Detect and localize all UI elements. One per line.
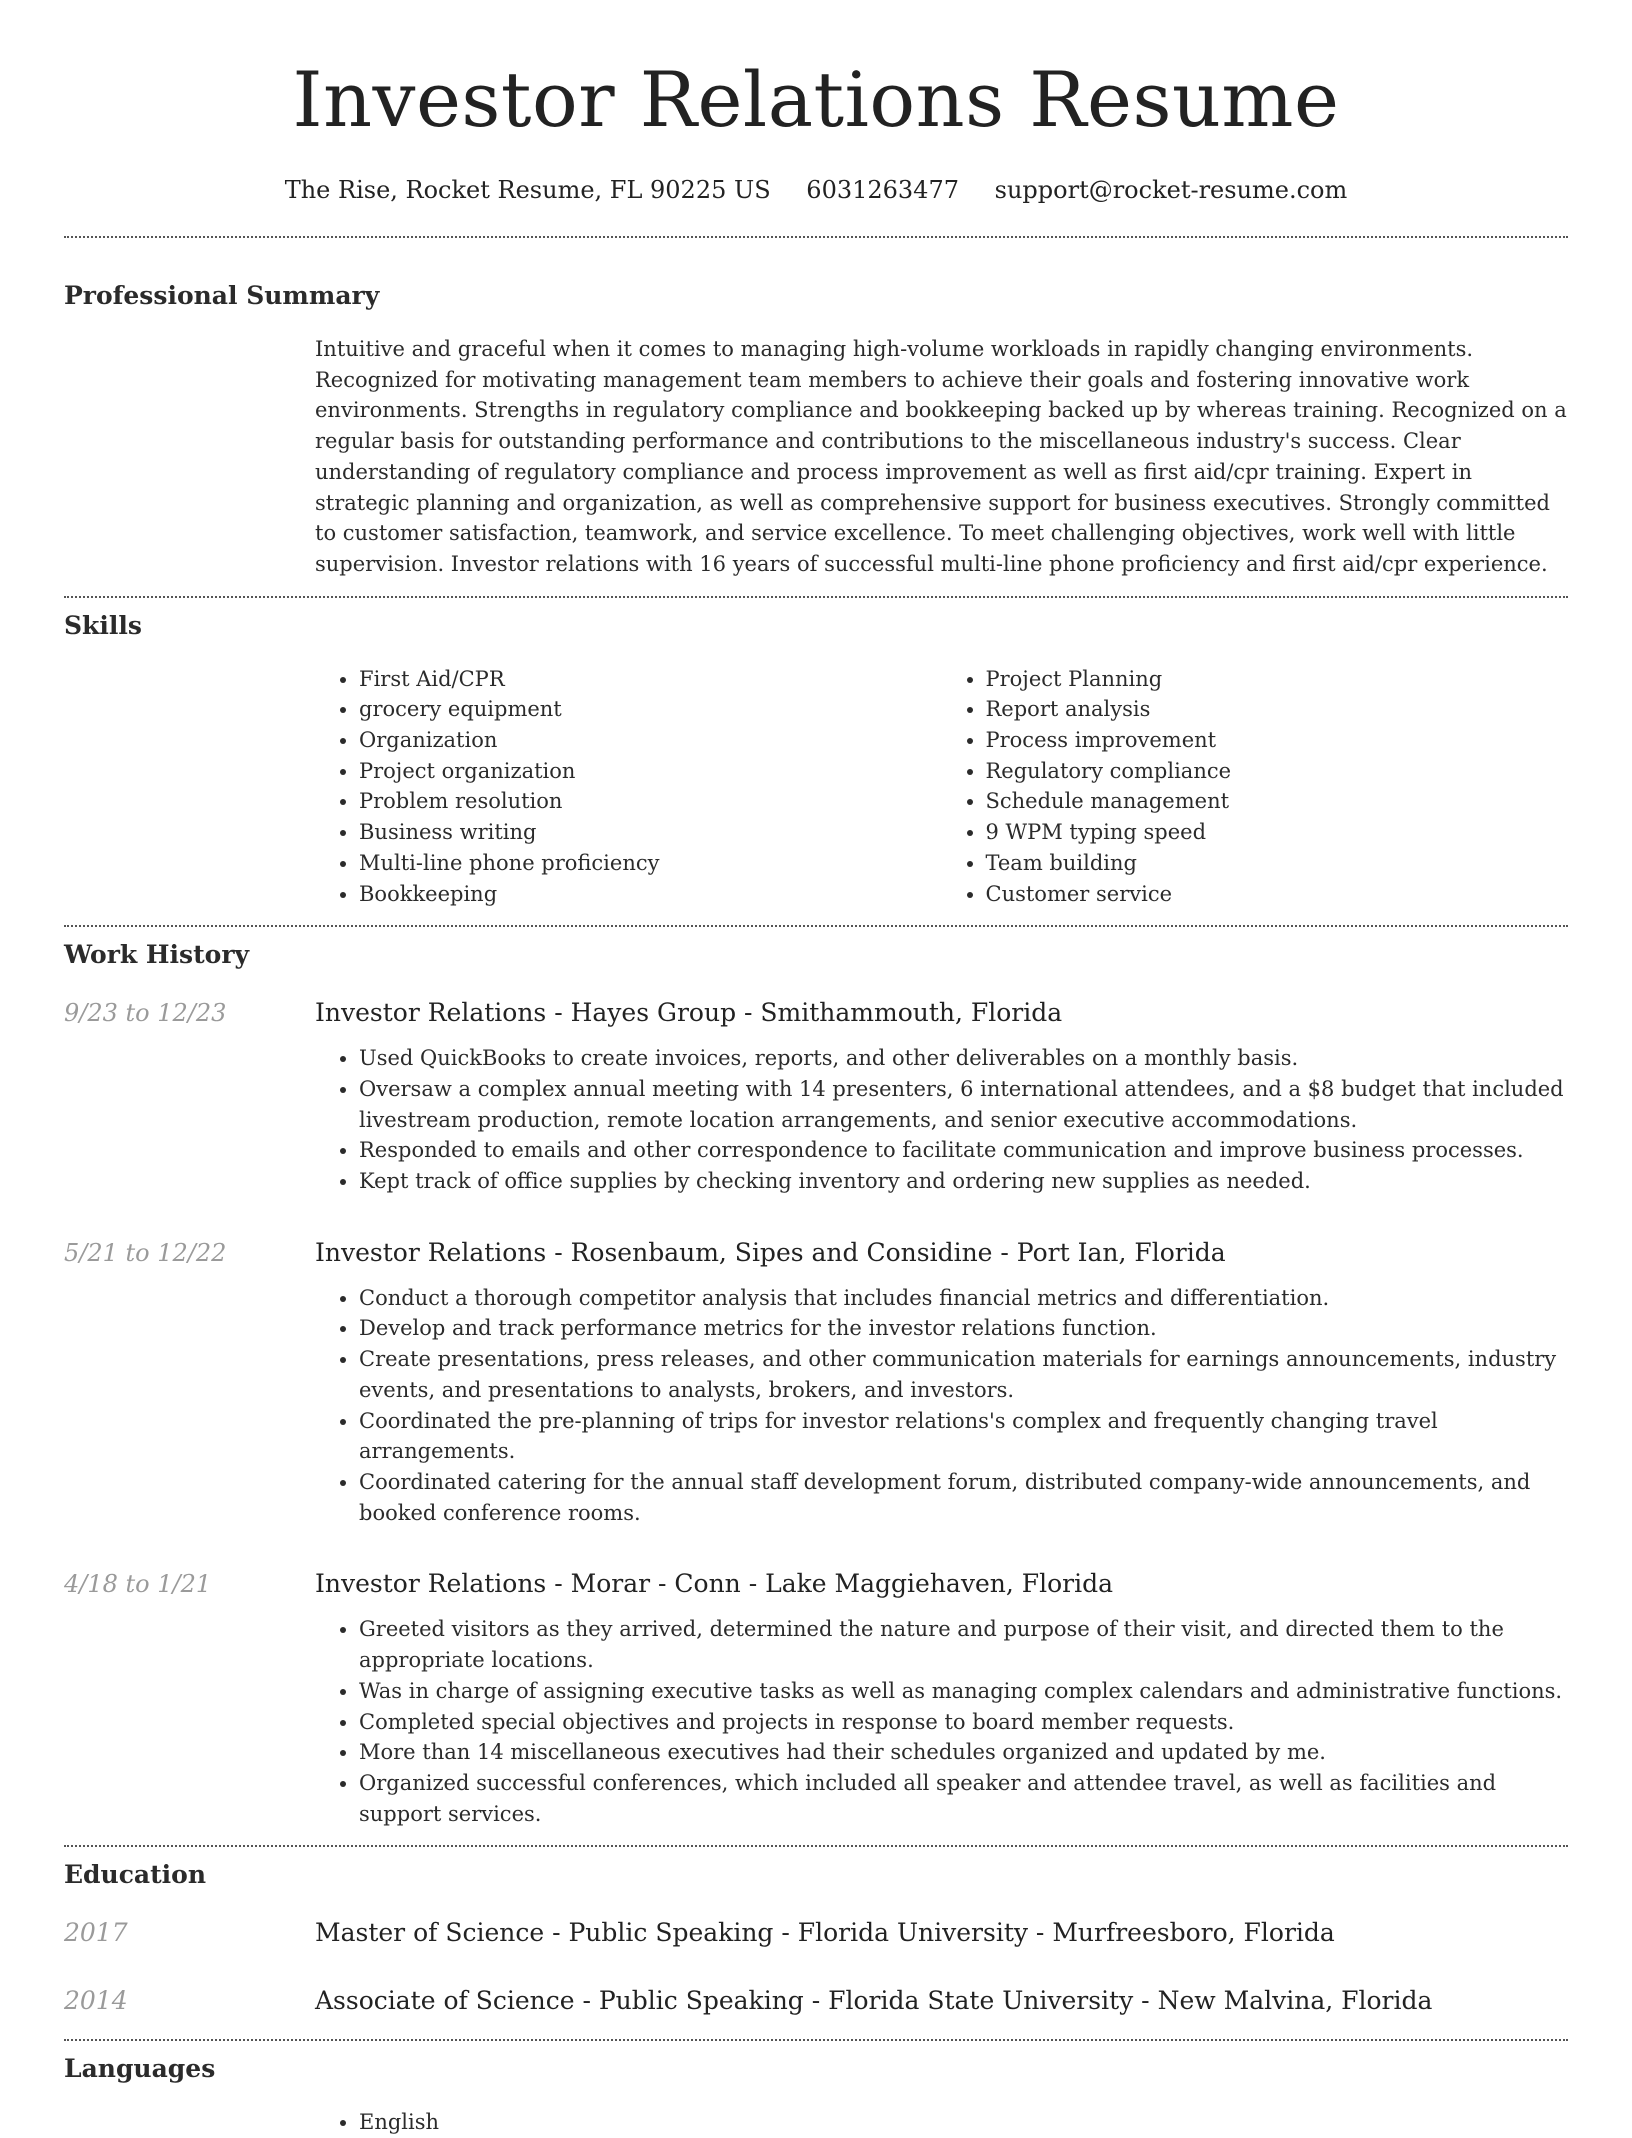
- list-item: • grocery equipment: [359, 694, 942, 725]
- job-title: Investor Relations - Morar - Conn - Lake Maggiehaven, Florida: [315, 1569, 1113, 1599]
- skills-grid: [315, 664, 1568, 910]
- list-item: • Greeted visitors as they arrived, determined the nature and purpose of their visit, and directed them to the appropriate locations.: [359, 1614, 1568, 1675]
- skills-section: [0, 610, 1632, 910]
- list-item: • English: [359, 2107, 1568, 2138]
- summary-text: Intuitive and graceful when it comes to managing high-volume workloads in rapidly changing environments. Recognized for motivating management team members to achieve their goals and fostering innovative work environments. Strengths in regulatory compliance and bookkeeping backed up by whereas training. Recognized on a regular basis for outstanding performance and contributions to the miscellaneous industry's success. Clear understanding of regulatory compliance and process improvement as well as first aid/cpr training. Expert in strategic planning and organization, as well as comprehensive support for business executives. Strongly committed to customer satisfaction, teamwork, and service excellence. To meet challenging objectives, work well with little supervision. Investor relations with 16 years of successful multi-line phone proficiency and first aid/cpr experience.: [315, 337, 1567, 576]
- education-degree: Associate of Science - Public Speaking - Florida State University - New Malvina, Florida: [315, 1986, 1433, 2016]
- list-item: • Report analysis: [986, 694, 1569, 725]
- list-item: • Organized successful conferences, which included all speaker and attendee travel, as well as facilities and support services.: [359, 1768, 1568, 1829]
- job-dates: 9/23 to 12/23: [64, 999, 227, 1028]
- job-bullets: [315, 1043, 1568, 1197]
- contact-line: [0, 174, 1632, 206]
- section-title-skills: Skills: [64, 610, 142, 640]
- job-entry: [64, 1237, 1568, 1529]
- section-title-education: Education: [64, 1860, 207, 1890]
- list-item: • Customer service: [986, 879, 1569, 910]
- education-item: [64, 1985, 1568, 2017]
- resume-header: [0, 0, 1632, 206]
- list-item: • Was in charge of assigning executive tasks as well as managing complex calendars and administrative functions.: [359, 1676, 1568, 1707]
- education-year: 2017: [64, 1918, 128, 1948]
- list-item: • Regulatory compliance: [986, 756, 1569, 787]
- job-dates: 5/21 to 12/22: [64, 1238, 227, 1267]
- list-item: • Bookkeeping: [359, 879, 942, 910]
- skills-list-left: [315, 664, 942, 910]
- list-item: • Completed special objectives and projects in response to board member requests.: [359, 1707, 1568, 1738]
- divider: [64, 236, 1568, 238]
- divider: [64, 596, 1568, 598]
- list-item: • Project Planning: [986, 664, 1569, 695]
- list-item: • Create presentations, press releases, and other communication materials for earnings announcements, industry events, and presentations to analysts, brokers, and investors.: [359, 1344, 1568, 1405]
- job-bullets: [315, 1614, 1568, 1829]
- list-item: • Organization: [359, 725, 942, 756]
- list-item: • Kept track of office supplies by checking inventory and ordering new supplies as needed.: [359, 1166, 1568, 1197]
- job-entry: [64, 1568, 1568, 1829]
- education-degree: Master of Science - Public Speaking - Florida University - Murfreesboro, Florida: [315, 1918, 1335, 1948]
- list-item: • Oversaw a complex annual meeting with 14 presenters, 6 international attendees, and a $8 budget that included livestream production, remote location arrangements, and senior executive accommodations.: [359, 1074, 1568, 1135]
- phone: 6031263477: [806, 176, 959, 204]
- email: support@rocket-resume.com: [994, 176, 1348, 204]
- address: The Rise, Rocket Resume, FL 90225 US: [284, 176, 771, 204]
- list-item: • Problem resolution: [359, 786, 942, 817]
- list-item: • More than 14 miscellaneous executives had their schedules organized and updated by me.: [359, 1737, 1568, 1768]
- languages-section: [0, 2053, 1632, 2138]
- list-item: • Process improvement: [986, 725, 1569, 756]
- list-item: • Project organization: [359, 756, 942, 787]
- list-item: • Develop and track performance metrics for the investor relations function.: [359, 1313, 1568, 1344]
- divider: [64, 925, 1568, 927]
- list-item: • Responded to emails and other correspondence to facilitate communication and improve business processes.: [359, 1135, 1568, 1166]
- job-title: Investor Relations - Hayes Group - Smithammouth, Florida: [315, 998, 1063, 1028]
- list-item: • Used QuickBooks to create invoices, reports, and other deliverables on a monthly basis.: [359, 1043, 1568, 1074]
- work-section: [0, 939, 1632, 1829]
- job-entry: [64, 997, 1568, 1197]
- education-item: [64, 1917, 1568, 1949]
- page-title: Investor Relations Resume: [292, 55, 1340, 144]
- list-item: • Coordinated catering for the annual staff development forum, distributed company-wide announcements, and booked conference rooms.: [359, 1467, 1568, 1528]
- education-section: [0, 1859, 1632, 2017]
- summary-section: [0, 280, 1632, 580]
- list-item: • Coordinated the pre-planning of trips for investor relations's complex and frequently changing travel arrangements.: [359, 1406, 1568, 1467]
- skills-list-right: [942, 664, 1569, 910]
- job-bullets: [315, 1283, 1568, 1529]
- divider: [64, 2039, 1568, 2041]
- list-item: • Conduct a thorough competitor analysis that includes financial metrics and differentiation.: [359, 1283, 1568, 1314]
- job-title: Investor Relations - Rosenbaum, Sipes and Considine - Port Ian, Florida: [315, 1237, 1226, 1267]
- section-title-languages: Languages: [64, 2054, 216, 2084]
- section-title-work: Work History: [64, 940, 250, 970]
- section-title-summary: Professional Summary: [64, 281, 380, 310]
- list-item: • Team building: [986, 848, 1569, 879]
- list-item: • Business writing: [359, 817, 942, 848]
- list-item: • Schedule management: [986, 786, 1569, 817]
- list-item: • 9 WPM typing speed: [986, 817, 1569, 848]
- list-item: • Multi-line phone proficiency: [359, 848, 942, 879]
- education-year: 2014: [64, 1986, 128, 2016]
- divider: [64, 1845, 1568, 1847]
- job-dates: 4/18 to 1/21: [64, 1570, 212, 1599]
- list-item: • First Aid/CPR: [359, 664, 942, 695]
